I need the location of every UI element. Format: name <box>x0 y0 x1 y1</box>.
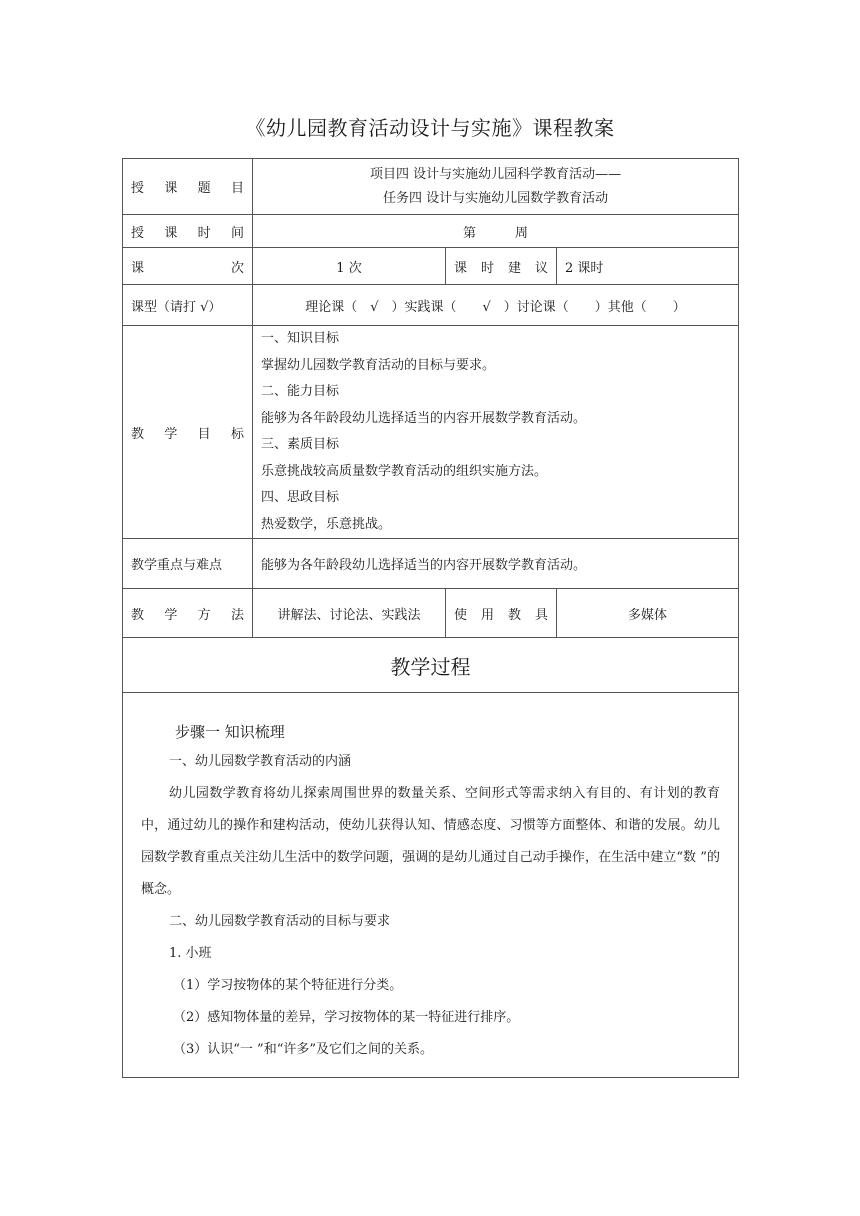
type-label: 课型（请打 √） <box>123 285 253 326</box>
paragraph-1: 幼儿园数学教育将幼儿探索周围世界的数量关系、空间形式等需求纳入有目的、有计划的教育中，通过幼儿的操作和建构活动，使幼儿获得认知、情感态度、习惯等方面整体、和谐的发展。幼儿园数学教育重点关注幼儿生活中的数学问题，强调的是幼儿通过自己动手操作，在生活中建立“数 ”的概念。 <box>141 786 721 897</box>
goal-text-ability: 能够为各年龄段幼儿选择适当的内容开展数学教育活动。 <box>261 410 587 426</box>
list-item: （1）学习按物体的某个特征进行分类。 <box>173 978 403 993</box>
tools-value: 多媒体 <box>557 589 739 638</box>
topic-line-1: 项目四 设计与实施幼儿园科学教育活动—— <box>369 166 622 182</box>
time-label-cell: 授 课 时 间 <box>123 215 253 248</box>
section-heading-2: 二、幼儿园数学教育活动的目标与要求 <box>169 914 391 929</box>
topic-value-cell <box>253 159 739 215</box>
process-body-cell <box>123 693 739 1078</box>
step-heading: 步骤一 知识梳理 <box>175 723 285 741</box>
goal-heading-ability: 二、能力目标 <box>261 384 340 399</box>
row-method <box>123 589 739 638</box>
process-title: 教学过程 <box>123 638 739 693</box>
goals-value-cell <box>253 326 739 539</box>
goal-text-quality: 乐意挑战较高质量数学教育活动的组织实施方法。 <box>261 463 548 479</box>
type-value: 理论课（ √ ）实践课（ √ ）讨论课（ ）其他（ ） <box>253 285 739 326</box>
row-topic <box>123 159 739 215</box>
count-value: 1 次 <box>253 248 446 285</box>
key-value: 能够为各年龄段幼儿选择适当的内容开展数学教育活动。 <box>253 539 739 589</box>
count-label-cell: 课 次 <box>123 248 253 285</box>
hours-label-cell: 课 时 建 议 <box>446 248 557 285</box>
goal-text-knowledge: 掌握幼儿园数学教育活动的目标与要求。 <box>261 357 496 373</box>
row-count <box>123 248 739 285</box>
hours-value: 2 课时 <box>557 248 739 285</box>
lesson-plan-table <box>122 158 739 1078</box>
key-label: 教学重点与难点 <box>123 539 253 589</box>
topic-label-cell: 授 课 题 目 <box>123 159 253 215</box>
section-heading-1: 一、幼儿园数学教育活动的内涵 <box>169 754 352 769</box>
goals-label-cell: 教 学 目 标 <box>123 326 253 539</box>
topic-line-2: 任务四 设计与实施幼儿园数学教育活动 <box>382 190 609 206</box>
document-title: 《幼儿园教育活动设计与实施》课程教案 <box>245 116 615 140</box>
goal-heading-quality: 三、素质目标 <box>261 437 340 452</box>
row-key-points <box>123 539 739 589</box>
list-item: （2）感知物体量的差异，学习按物体的某一特征进行排序。 <box>173 1010 520 1025</box>
method-label-cell: 教 学 方 法 <box>123 589 253 638</box>
method-value: 讲解法、讨论法、实践法 <box>253 589 446 638</box>
goal-text-ideology: 热爱数学，乐意挑战。 <box>261 516 392 532</box>
time-value: 第 周 <box>253 215 739 248</box>
subsection-heading: 1. 小班 <box>169 946 212 961</box>
row-process-body <box>123 693 739 1078</box>
row-goals <box>123 326 739 539</box>
tools-label-cell: 使 用 教 具 <box>446 589 557 638</box>
goal-heading-ideology: 四、思政目标 <box>261 490 340 505</box>
row-type <box>123 285 739 326</box>
row-time <box>123 215 739 248</box>
goal-heading-knowledge: 一、知识目标 <box>261 331 340 346</box>
list-item: （3）认识“一 ”和“许多”及它们之间的关系。 <box>173 1042 433 1057</box>
row-process-title <box>123 638 739 693</box>
